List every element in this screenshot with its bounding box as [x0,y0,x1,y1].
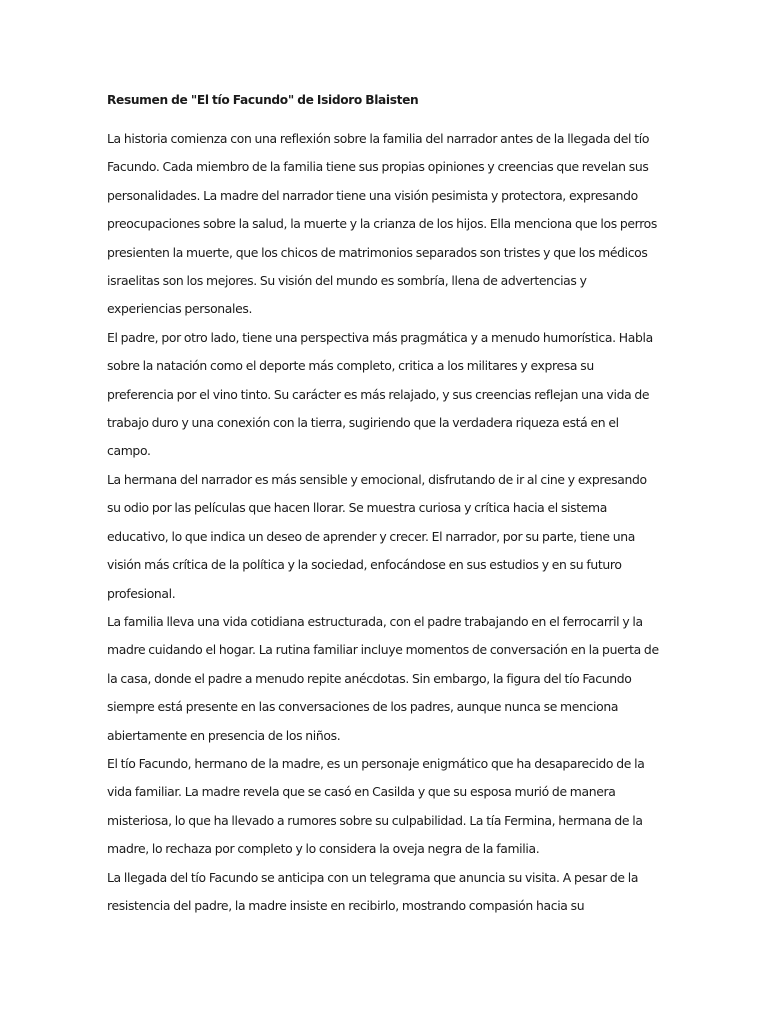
document-body [107,90,663,920]
paragraph-family-intro: La historia comienza con una reflexión sobre la familia del narrador antes de la llegada del tío Facundo. Cada miembro de la familia tiene sus propias opiniones y creencias que revelan sus personalidades. La madre del narrador tiene una visión pesimista y protectora, expresando preocupaciones sobre la salud, la muerte y la crianza de los hijos. Ella menciona que los perros presienten la muerte, que los chicos de matrimonios separados son tristes y que los médicos israelitas son los mejores. Su visión del mundo es sombría, llena de advertencias y experiencias personales. [107,131,658,317]
paragraph-arrival: La llegada del tío Facundo se anticipa con un telegrama que anuncia su visita. A pesar de la resistencia del padre, la madre insiste en recibirlo, mostrando compasión hacia su [107,869,639,913]
document-title: Resumen de "El tío Facundo" de Isidoro Blaisten [107,93,419,107]
paragraph-uncle-facundo: El tío Facundo, hermano de la madre, es un personaje enigmático que ha desaparecido de la vida familiar. La madre revela que se casó en Casilda y que su esposa murió de manera misteriosa, lo que ha llevado a rumores sobre su culpabilidad. La tía Fermina, hermana de la madre, lo rechaza por completo y lo considera la oveja negra de la familia. [107,755,645,857]
paragraph-daily-life: La familia lleva una vida cotidiana estructurada, con el padre trabajando en el ferrocarril y la madre cuidando el hogar. La rutina familiar incluye momentos de conversación en la puerta de la casa, donde el padre a menudo repite anécdotas. Sin embargo, la figura del tío Facundo siempre está presente en las conversaciones de los padres, aunque nunca se menciona abiertamente en presencia de los niños. [107,613,659,743]
paragraph-father: El padre, por otro lado, tiene una perspectiva más pragmática y a menudo humorística. Habla sobre la natación como el deporte más completo, critica a los militares y expresa su preferencia por el vino tinto. Su carácter es más relajado, y sus creencias reflejan una vida de trabajo duro y una conexión con la tierra, sugiriendo que la verdadera riqueza está en el campo. [107,329,653,459]
paragraph-sister-narrator: La hermana del narrador es más sensible y emocional, disfrutando de ir al cine y expresando su odio por las películas que hacen llorar. Se muestra curiosa y crítica hacia el sistema educativo, lo que indica un deseo de aprender y crecer. El narrador, por su parte, tiene una visión más crítica de la política y la sociedad, enfocándose en sus estudios y en su futuro profesional. [107,471,647,601]
